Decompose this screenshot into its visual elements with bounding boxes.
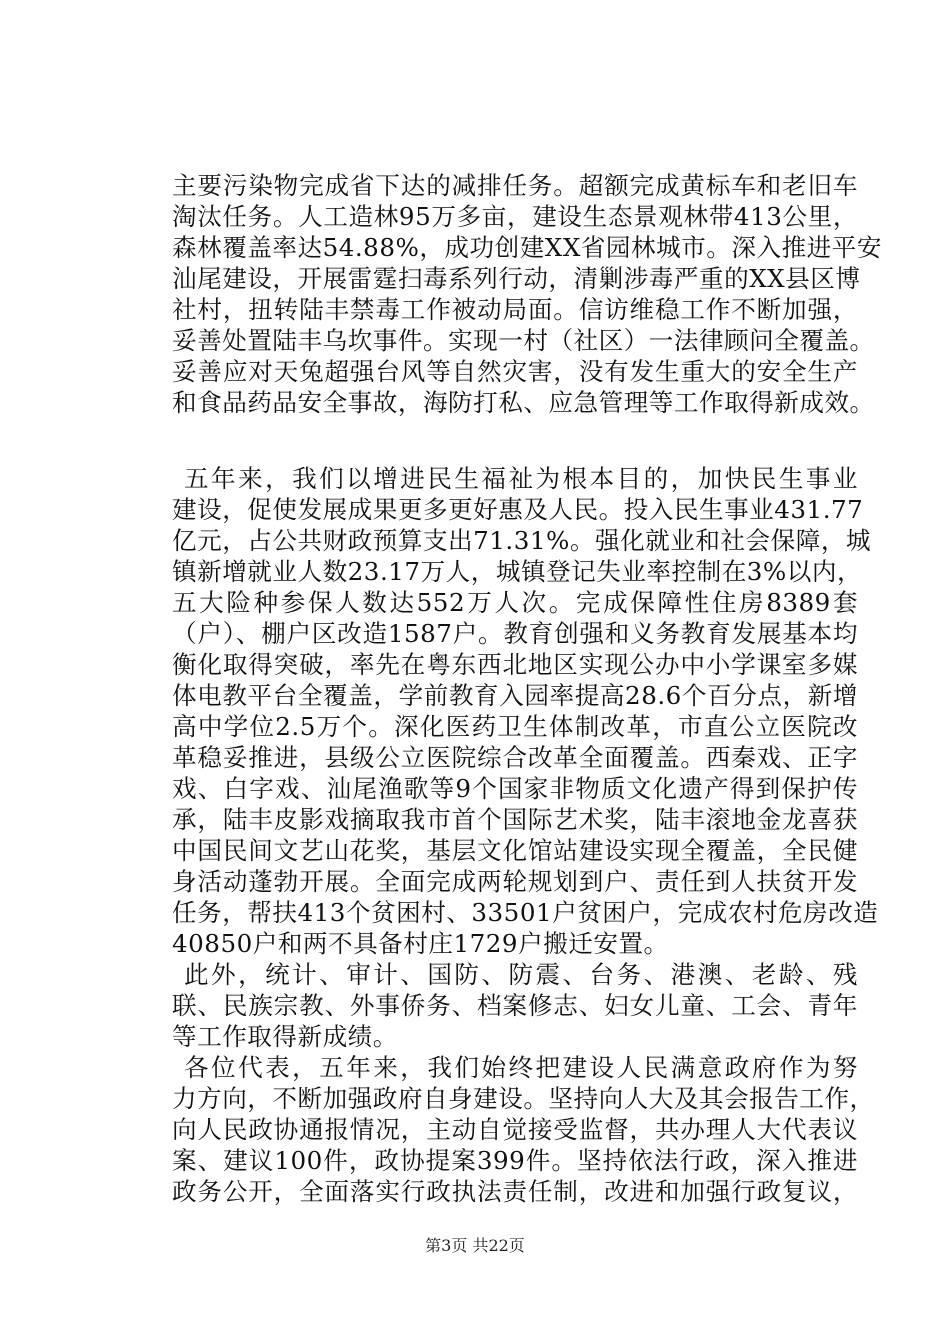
text-line: 40850户和两不具备村庄1729户搬迁安置。 xyxy=(172,929,669,958)
paragraph-environment-security xyxy=(172,170,882,418)
paragraph-other-work xyxy=(172,959,858,1052)
text-line: 建设，促使发展成果更多更好惠及人民。投入民生事业431.77 xyxy=(172,495,864,524)
document-body xyxy=(172,170,882,1207)
text-line: 任务，帮扶413个贫困村、33501户贫困户，完成农村危房改造 xyxy=(172,898,879,927)
text-line: 镇新增就业人数23.17万人，城镇登记失业率控制在3%以内， xyxy=(172,557,863,586)
text-line: 和食品药品安全事故，海防打私、应急管理等工作取得新成效。 xyxy=(172,388,875,417)
text-line: 五年来，我们以增进民生福祉为根本目的，加快民生事业 xyxy=(184,464,858,493)
text-line: 戏、白字戏、汕尾渔歌等9个国家非物质文化遗产得到保护传 xyxy=(172,774,858,803)
text-line: 亿元，占公共财政预算支出71.31%。强化就业和社会保障，城 xyxy=(172,526,872,555)
text-line: 各位代表，五年来，我们始终把建设人民满意政府作为努 xyxy=(184,1053,858,1082)
text-line: 妥善处置陆丰乌坎事件。实现一村（社区）一法律顾问全覆盖。 xyxy=(172,326,875,355)
text-line: 向人民政协通报情况，主动自觉接受监督，共办理人大代表议 xyxy=(172,1115,858,1144)
text-line: 森林覆盖率达54.88%，成功创建XX省园林城市。深入推进平安 xyxy=(172,233,882,262)
text-line: 等工作取得新成绩。 xyxy=(172,1022,398,1051)
text-line: 社村，扭转陆丰禁毒工作被动局面。信访维稳工作不断加强， xyxy=(172,295,858,324)
text-line: 衡化取得突破，率先在粤东西北地区实现公办中小学课室多媒 xyxy=(172,650,858,679)
paragraph-gap xyxy=(172,418,858,463)
text-line: 革稳妥推进，县级公立医院综合改革全面覆盖。西秦戏、正字 xyxy=(172,743,858,772)
text-line: 力方向，不断加强政府自身建设。坚持向人大及其会报告工作， xyxy=(172,1084,875,1113)
text-line: 淘汰任务。人工造林95万多亩，建设生态景观林带413公里， xyxy=(172,202,858,231)
paragraph-livelihood xyxy=(172,463,879,959)
text-line: 政务公开，全面落实行政执法责任制，改进和加强行政复议， xyxy=(172,1177,858,1206)
page-number-footer: 第3页 共22页 xyxy=(425,1236,525,1255)
text-line: 体电教平台全覆盖，学前教育入园率提高28.6个百分点，新增 xyxy=(172,681,858,710)
text-line: 妥善应对天兔超强台风等自然灾害，没有发生重大的安全生产 xyxy=(172,357,858,386)
text-line: 高中学位2.5万个。深化医药卫生体制改革，市直公立医院改 xyxy=(172,712,858,741)
text-line: 中国民间文艺山花奖，基层文化馆站建设实现全覆盖，全民健 xyxy=(172,836,858,865)
text-line: 联、民族宗教、外事侨务、档案修志、妇女儿童、工会、青年 xyxy=(172,991,858,1020)
text-line: 案、建议100件，政协提案399件。坚持依法行政，深入推进 xyxy=(172,1146,858,1175)
text-line: 身活动蓬勃开展。全面完成两轮规划到户、责任到人扶贫开发 xyxy=(172,867,858,896)
text-line: 此外，统计、审计、国防、防震、台务、港澳、老龄、残 xyxy=(184,960,858,989)
text-line: 主要污染物完成省下达的减排任务。超额完成黄标车和老旧车 xyxy=(172,171,858,200)
text-line: 五大险种参保人数达552万人次。完成保障性住房8389套 xyxy=(172,588,858,617)
text-line: 承，陆丰皮影戏摘取我市首个国际艺术奖，陆丰滚地金龙喜获 xyxy=(172,805,858,834)
text-line: 汕尾建设，开展雷霆扫毒系列行动，清剿涉毒严重的XX县区博 xyxy=(172,264,861,293)
paragraph-government-building xyxy=(172,1052,875,1207)
text-line: （户）、棚户区改造1587户。教育创强和义务教育发展基本均 xyxy=(172,619,858,648)
